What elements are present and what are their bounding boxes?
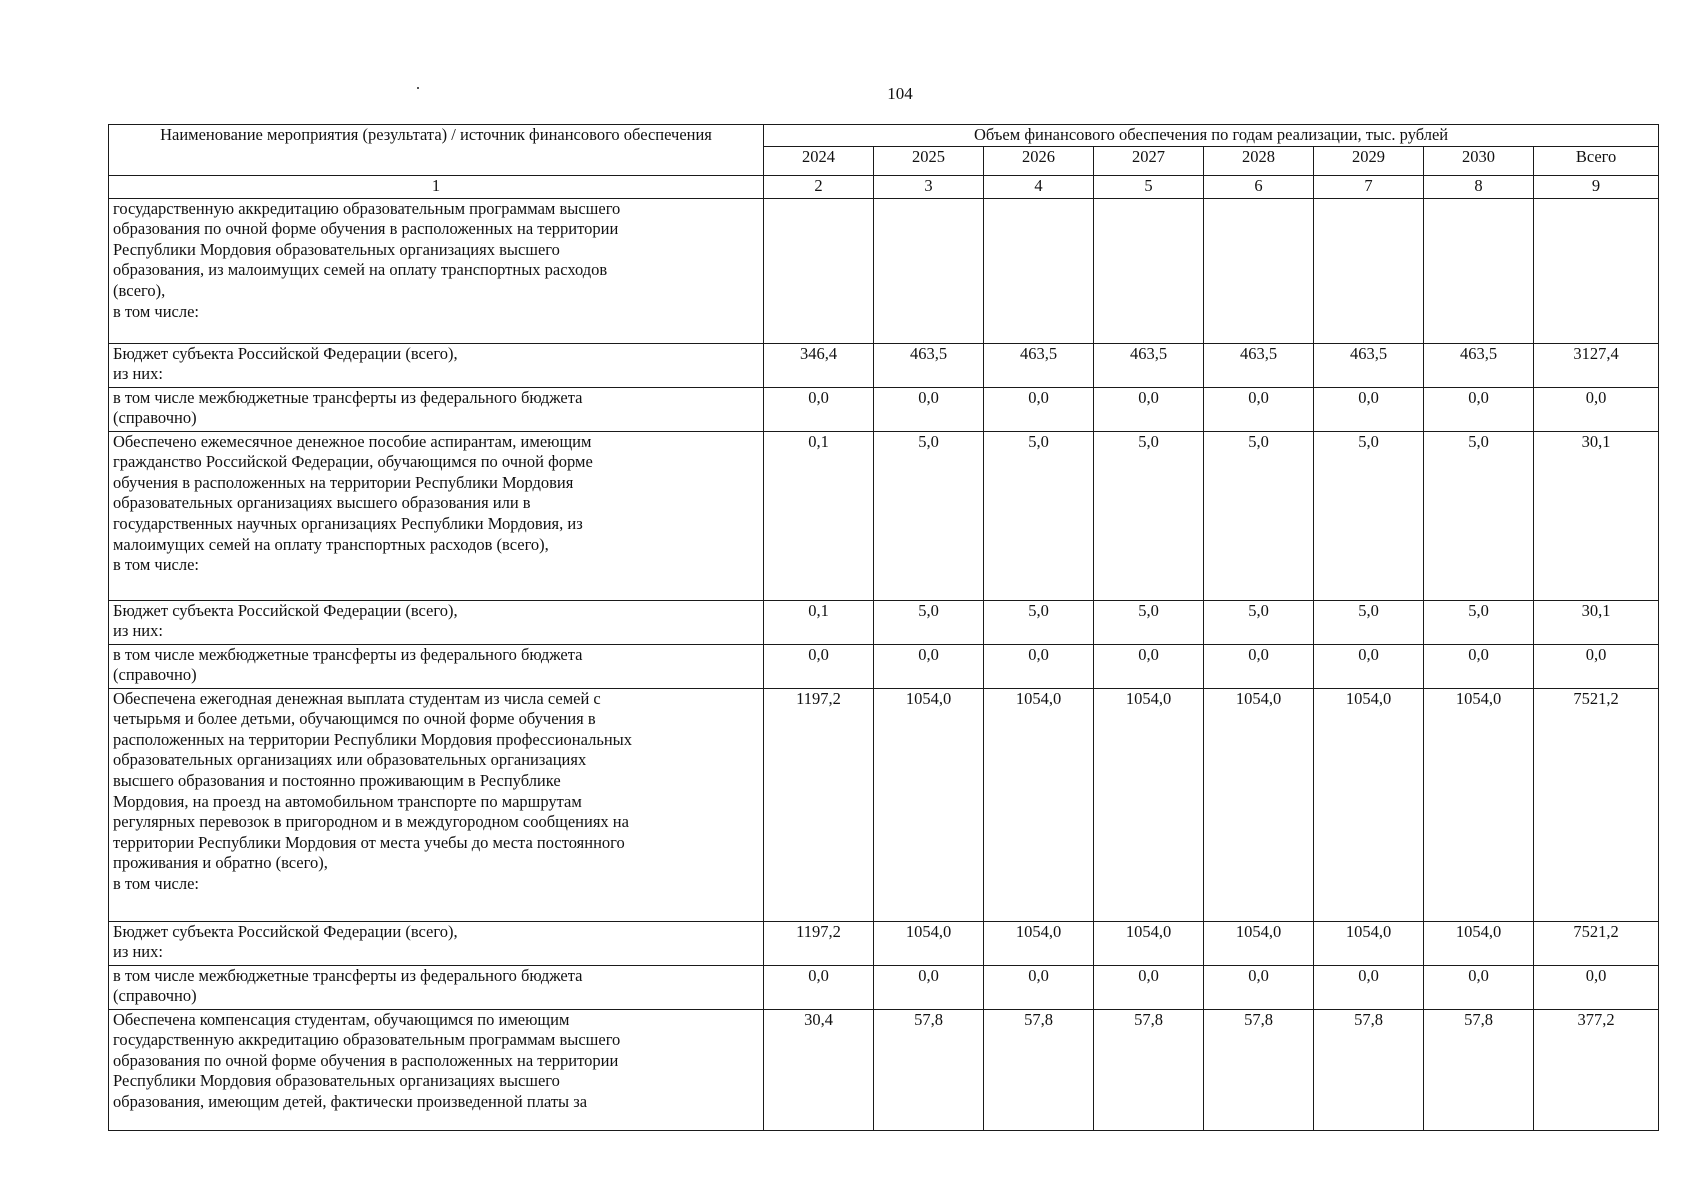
row-name-line: образования, из малоимущих семей на оплату транспортных расходов bbox=[113, 260, 608, 280]
row-name-line: (справочно) bbox=[113, 408, 197, 428]
row-name-line: в том числе: bbox=[113, 555, 200, 575]
row-name-line: обучения в расположенных на территории Республики Мордовия bbox=[113, 472, 574, 492]
row-name-line: Мордовия, на проезд на автомобильном транспорте по маршрутам bbox=[113, 791, 582, 811]
row-name-line: Бюджет субъекта Российской Федерации (всего), bbox=[113, 921, 458, 941]
year-value-cell: 1054,0 bbox=[984, 921, 1094, 965]
year-value-cell: 463,5 bbox=[1424, 343, 1534, 387]
column-number: 9 bbox=[1534, 175, 1659, 198]
total-value-cell: 377,2 bbox=[1534, 1009, 1659, 1130]
total-value-cell: 7521,2 bbox=[1534, 688, 1659, 921]
year-value-cell: 463,5 bbox=[984, 343, 1094, 387]
year-value-cell: 1197,2 bbox=[764, 921, 874, 965]
row-name-line: в том числе межбюджетные трансферты из федерального бюджета bbox=[113, 644, 583, 664]
year-value-cell: 5,0 bbox=[1204, 600, 1314, 644]
row-name-line: регулярных перевозок в пригородном и в междугородном сообщениях на bbox=[113, 812, 629, 832]
year-value-cell: 0,0 bbox=[984, 387, 1094, 431]
header-name-column: Наименование мероприятия (результата) / источник финансового обеспечения bbox=[109, 125, 764, 176]
year-value-cell: 5,0 bbox=[1424, 600, 1534, 644]
row-name-line: образования по очной форме обучения в расположенных на территории bbox=[113, 1050, 619, 1070]
year-value-cell: 57,8 bbox=[874, 1009, 984, 1130]
year-value-cell: 463,5 bbox=[874, 343, 984, 387]
year-value-cell: 57,8 bbox=[1094, 1009, 1204, 1130]
year-value-cell: 1054,0 bbox=[1094, 921, 1204, 965]
year-value-cell: 463,5 bbox=[1204, 343, 1314, 387]
year-value-cell: 0,0 bbox=[874, 644, 984, 688]
column-number: 5 bbox=[1094, 175, 1204, 198]
row-name-line: Обеспечено ежемесячное денежное пособие аспирантам, имеющим bbox=[113, 431, 592, 451]
header-year: 2029 bbox=[1314, 146, 1424, 175]
year-value-cell: 57,8 bbox=[1424, 1009, 1534, 1130]
year-value-cell: 0,0 bbox=[1204, 387, 1314, 431]
year-value-cell: 1054,0 bbox=[1424, 688, 1534, 921]
table-row bbox=[109, 1009, 1659, 1130]
row-name-cell bbox=[109, 343, 764, 387]
row-name-line: малоимущих семей на оплату транспортных расходов (всего), bbox=[113, 534, 549, 554]
total-value-cell: 30,1 bbox=[1534, 600, 1659, 644]
row-name-line: Бюджет субъекта Российской Федерации (всего), bbox=[113, 600, 458, 620]
year-value-cell bbox=[1314, 198, 1424, 343]
total-value-cell bbox=[1534, 198, 1659, 343]
page-number: 104 bbox=[887, 84, 913, 103]
header-year: 2024 bbox=[764, 146, 874, 175]
row-name-line: государственную аккредитацию образовательным программам высшего bbox=[113, 198, 621, 218]
year-value-cell bbox=[984, 198, 1094, 343]
row-name-line: четырьмя и более детьми, обучающимся по очной форме обучения в bbox=[113, 709, 596, 729]
year-value-cell: 0,0 bbox=[764, 965, 874, 1009]
year-value-cell: 0,0 bbox=[874, 965, 984, 1009]
year-value-cell: 5,0 bbox=[1424, 431, 1534, 600]
column-number: 7 bbox=[1314, 175, 1424, 198]
row-name-line: Бюджет субъекта Российской Федерации (всего), bbox=[113, 343, 458, 363]
row-name-line: государственную аккредитацию образовательным программам высшего bbox=[113, 1030, 621, 1050]
year-value-cell: 30,4 bbox=[764, 1009, 874, 1130]
year-value-cell: 0,1 bbox=[764, 600, 874, 644]
year-value-cell bbox=[1424, 198, 1534, 343]
year-value-cell: 1054,0 bbox=[874, 688, 984, 921]
header-year: 2027 bbox=[1094, 146, 1204, 175]
row-name-line: (справочно) bbox=[113, 986, 197, 1006]
row-name-line: (всего), bbox=[113, 280, 166, 300]
row-name-line: Республики Мордовия образовательных организациях высшего bbox=[113, 1071, 560, 1091]
table-row bbox=[109, 921, 1659, 965]
row-name-line: из них: bbox=[113, 364, 163, 384]
financing-table bbox=[108, 124, 1659, 1131]
year-value-cell: 0,0 bbox=[1314, 644, 1424, 688]
row-name-line: гражданство Российской Федерации, обучающимся по очной форме bbox=[113, 452, 593, 472]
row-name-line: образования, имеющим детей, фактически произведенной платы за bbox=[113, 1091, 588, 1111]
column-number: 6 bbox=[1204, 175, 1314, 198]
row-name-line: территории Республики Мордовия от места учебы до места постоянного bbox=[113, 832, 625, 852]
year-value-cell bbox=[874, 198, 984, 343]
year-value-cell: 5,0 bbox=[874, 431, 984, 600]
row-name-line: в том числе: bbox=[113, 301, 200, 321]
row-name-line: высшего образования и постоянно проживающим в Республике bbox=[113, 770, 561, 790]
row-name-line: Республики Мордовия образовательных организациях высшего bbox=[113, 239, 560, 259]
year-value-cell: 1054,0 bbox=[874, 921, 984, 965]
year-value-cell: 0,0 bbox=[1424, 387, 1534, 431]
row-name-line: образовательных организациях или образовательных организациях bbox=[113, 750, 587, 770]
table-row bbox=[109, 387, 1659, 431]
year-value-cell bbox=[764, 198, 874, 343]
year-value-cell: 346,4 bbox=[764, 343, 874, 387]
year-value-cell: 1197,2 bbox=[764, 688, 874, 921]
row-name-cell bbox=[109, 688, 764, 921]
row-name-cell bbox=[109, 1009, 764, 1130]
year-value-cell: 1054,0 bbox=[1424, 921, 1534, 965]
total-value-cell: 7521,2 bbox=[1534, 921, 1659, 965]
row-name-line: образовательных организациях высшего образования или в bbox=[113, 493, 531, 513]
year-value-cell: 1054,0 bbox=[1314, 921, 1424, 965]
year-value-cell: 1054,0 bbox=[1094, 688, 1204, 921]
year-value-cell: 0,0 bbox=[1094, 387, 1204, 431]
row-name-cell bbox=[109, 387, 764, 431]
total-value-cell: 30,1 bbox=[1534, 431, 1659, 600]
table-row bbox=[109, 965, 1659, 1009]
table-row bbox=[109, 688, 1659, 921]
row-name-line: в том числе: bbox=[113, 873, 200, 893]
scan-speck bbox=[417, 87, 419, 89]
year-value-cell: 0,0 bbox=[1314, 965, 1424, 1009]
year-value-cell: 1054,0 bbox=[1204, 921, 1314, 965]
row-name-line: Обеспечена компенсация студентам, обучающимся по имеющим bbox=[113, 1009, 570, 1029]
column-number: 8 bbox=[1424, 175, 1534, 198]
year-value-cell: 0,0 bbox=[1094, 644, 1204, 688]
row-name-line: (справочно) bbox=[113, 665, 197, 685]
year-value-cell: 5,0 bbox=[984, 600, 1094, 644]
year-value-cell: 0,0 bbox=[1204, 965, 1314, 1009]
year-value-cell: 0,0 bbox=[984, 644, 1094, 688]
year-value-cell: 5,0 bbox=[1094, 431, 1204, 600]
table-body bbox=[109, 198, 1659, 1130]
column-number: 2 bbox=[764, 175, 874, 198]
table-row bbox=[109, 198, 1659, 343]
row-name-cell bbox=[109, 644, 764, 688]
year-value-cell bbox=[1094, 198, 1204, 343]
year-value-cell: 1054,0 bbox=[1314, 688, 1424, 921]
year-value-cell: 0,0 bbox=[1424, 965, 1534, 1009]
year-value-cell: 5,0 bbox=[1094, 600, 1204, 644]
table-row bbox=[109, 343, 1659, 387]
row-name-cell bbox=[109, 431, 764, 600]
year-value-cell: 463,5 bbox=[1314, 343, 1424, 387]
year-value-cell: 0,1 bbox=[764, 431, 874, 600]
header-year: 2028 bbox=[1204, 146, 1314, 175]
total-value-cell: 0,0 bbox=[1534, 387, 1659, 431]
year-value-cell: 5,0 bbox=[1314, 431, 1424, 600]
header-total: Всего bbox=[1534, 146, 1659, 175]
year-value-cell: 1054,0 bbox=[1204, 688, 1314, 921]
year-value-cell: 5,0 bbox=[874, 600, 984, 644]
year-value-cell: 57,8 bbox=[984, 1009, 1094, 1130]
year-value-cell: 463,5 bbox=[1094, 343, 1204, 387]
year-value-cell: 5,0 bbox=[984, 431, 1094, 600]
header-year: 2025 bbox=[874, 146, 984, 175]
row-name-cell bbox=[109, 921, 764, 965]
header-year: 2026 bbox=[984, 146, 1094, 175]
year-value-cell: 1054,0 bbox=[984, 688, 1094, 921]
row-name-cell bbox=[109, 198, 764, 343]
total-value-cell: 3127,4 bbox=[1534, 343, 1659, 387]
row-name-line: в том числе межбюджетные трансферты из федерального бюджета bbox=[113, 387, 583, 407]
year-value-cell: 0,0 bbox=[984, 965, 1094, 1009]
row-name-line: государственных научных организациях Республики Мордовия, из bbox=[113, 513, 583, 533]
row-name-line: из них: bbox=[113, 621, 163, 641]
year-value-cell bbox=[1204, 198, 1314, 343]
total-value-cell: 0,0 bbox=[1534, 644, 1659, 688]
header-volume-column: Объем финансового обеспечения по годам реализации, тыс. рублей bbox=[764, 125, 1659, 147]
year-value-cell: 0,0 bbox=[764, 644, 874, 688]
column-number: 1 bbox=[109, 175, 764, 198]
year-value-cell: 0,0 bbox=[1094, 965, 1204, 1009]
year-value-cell: 0,0 bbox=[1204, 644, 1314, 688]
row-name-line: Обеспечена ежегодная денежная выплата студентам из числа семей с bbox=[113, 688, 601, 708]
table-row bbox=[109, 644, 1659, 688]
table-row bbox=[109, 600, 1659, 644]
year-value-cell: 57,8 bbox=[1204, 1009, 1314, 1130]
row-name-line: расположенных на территории Республики Мордовия профессиональных bbox=[113, 729, 633, 749]
row-name-cell bbox=[109, 600, 764, 644]
row-name-line: из них: bbox=[113, 942, 163, 962]
row-name-line: образования по очной форме обучения в расположенных на территории bbox=[113, 219, 619, 239]
year-value-cell: 0,0 bbox=[764, 387, 874, 431]
row-name-line: в том числе межбюджетные трансферты из федерального бюджета bbox=[113, 965, 583, 985]
row-name-cell bbox=[109, 965, 764, 1009]
row-name-line: проживания и обратно (всего), bbox=[113, 853, 328, 873]
total-value-cell: 0,0 bbox=[1534, 965, 1659, 1009]
year-value-cell: 0,0 bbox=[1314, 387, 1424, 431]
year-value-cell: 57,8 bbox=[1314, 1009, 1424, 1130]
column-number: 3 bbox=[874, 175, 984, 198]
year-value-cell: 5,0 bbox=[1314, 600, 1424, 644]
header-year: 2030 bbox=[1424, 146, 1534, 175]
year-value-cell: 5,0 bbox=[1204, 431, 1314, 600]
column-number: 4 bbox=[984, 175, 1094, 198]
year-value-cell: 0,0 bbox=[1424, 644, 1534, 688]
year-value-cell: 0,0 bbox=[874, 387, 984, 431]
table-row bbox=[109, 431, 1659, 600]
